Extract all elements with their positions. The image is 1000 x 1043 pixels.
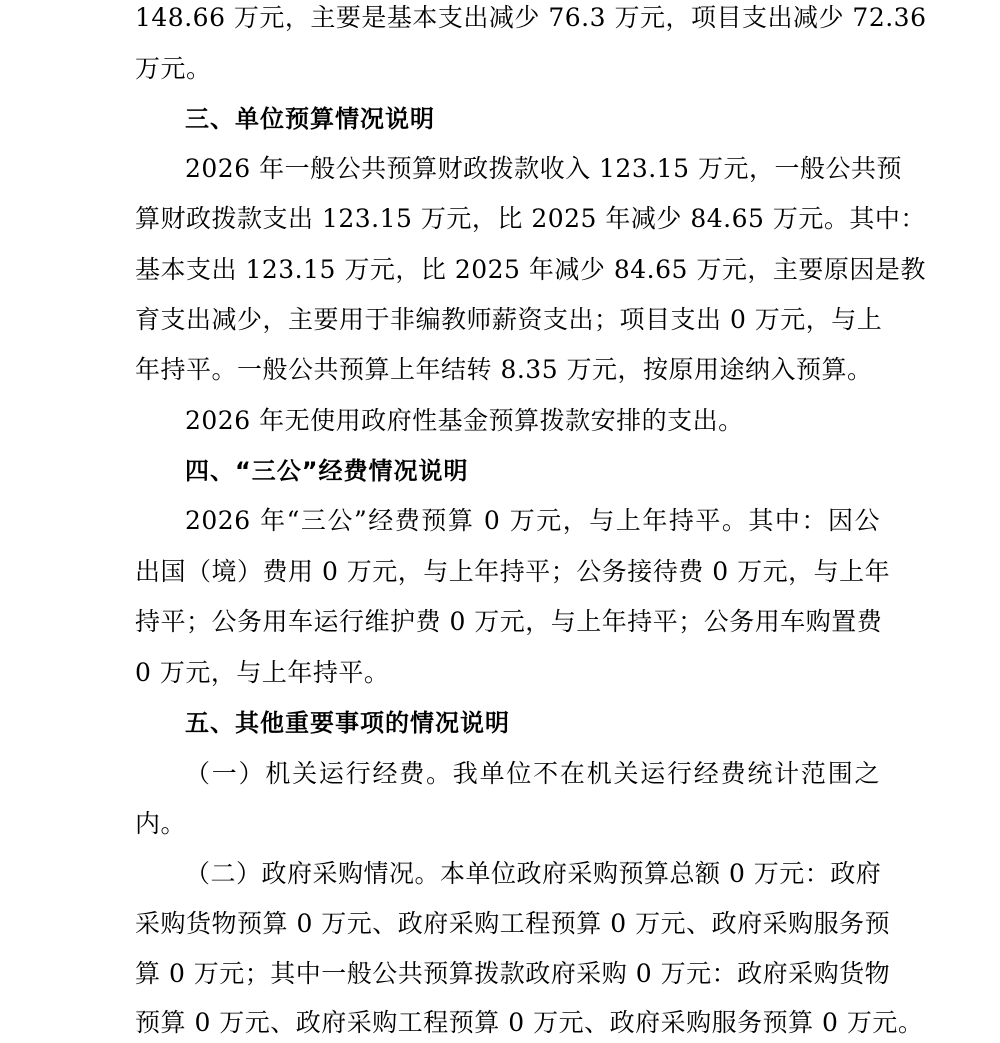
paragraph-line: 采购货物预算 0 万元、政府采购工程预算 0 万元、政府采购服务预 <box>135 909 891 938</box>
paragraph-line: 2026 年无使用政府性基金预算拨款安排的支出。 <box>185 406 744 435</box>
paragraph-line: 育支出减少，主要用于非编教师薪资支出；项目支出 0 万元，与上 <box>135 305 883 334</box>
paragraph-line: 持平；公务用车运行维护费 0 万元，与上年持平；公务用车购置费 <box>135 607 883 636</box>
paragraph-line: 算财政拨款支出 123.15 万元，比 2025 年减少 84.65 万元。其中： <box>135 204 926 233</box>
paragraph-line: （二）政府采购情况。本单位政府采购预算总额 0 万元：政府 <box>185 859 882 888</box>
paragraph-line: 基本支出 123.15 万元，比 2025 年减少 84.65 万元，主要原因是教 <box>135 255 926 284</box>
paragraph-line: 2026 年一般公共预算财政拨款收入 123.15 万元，一般公共预 <box>185 154 902 183</box>
paragraph-line: 年持平。一般公共预算上年结转 8.35 万元，按原用途纳入预算。 <box>135 355 873 384</box>
paragraph-line: 2026 年“三公”经费预算 0 万元，与上年持平。其中：因公 <box>185 506 880 535</box>
paragraph-line: 148.66 万元，主要是基本支出减少 76.3 万元，项目支出减少 72.36 <box>135 3 927 32</box>
paragraph-line: 万元。 <box>135 54 212 83</box>
paragraph-line: 0 万元，与上年持平。 <box>135 658 390 687</box>
section-heading-4: 四、“三公”经费情况说明 <box>185 457 469 485</box>
section-heading-3: 三、单位预算情况说明 <box>185 105 435 133</box>
paragraph-line: 内。 <box>135 809 187 838</box>
paragraph-line: 预算 0 万元、政府采购工程预算 0 万元、政府采购服务预算 0 万元。 <box>135 1008 924 1037</box>
paragraph-line: （一）机关运行经费。我单位不在机关运行经费统计范围之 <box>185 759 880 788</box>
paragraph-line: 出国（境）费用 0 万元，与上年持平；公务接待费 0 万元，与上年 <box>135 557 891 586</box>
section-heading-5: 五、其他重要事项的情况说明 <box>185 709 510 737</box>
paragraph-line: 算 0 万元；其中一般公共预算拨款政府采购 0 万元：政府采购货物 <box>135 959 891 988</box>
